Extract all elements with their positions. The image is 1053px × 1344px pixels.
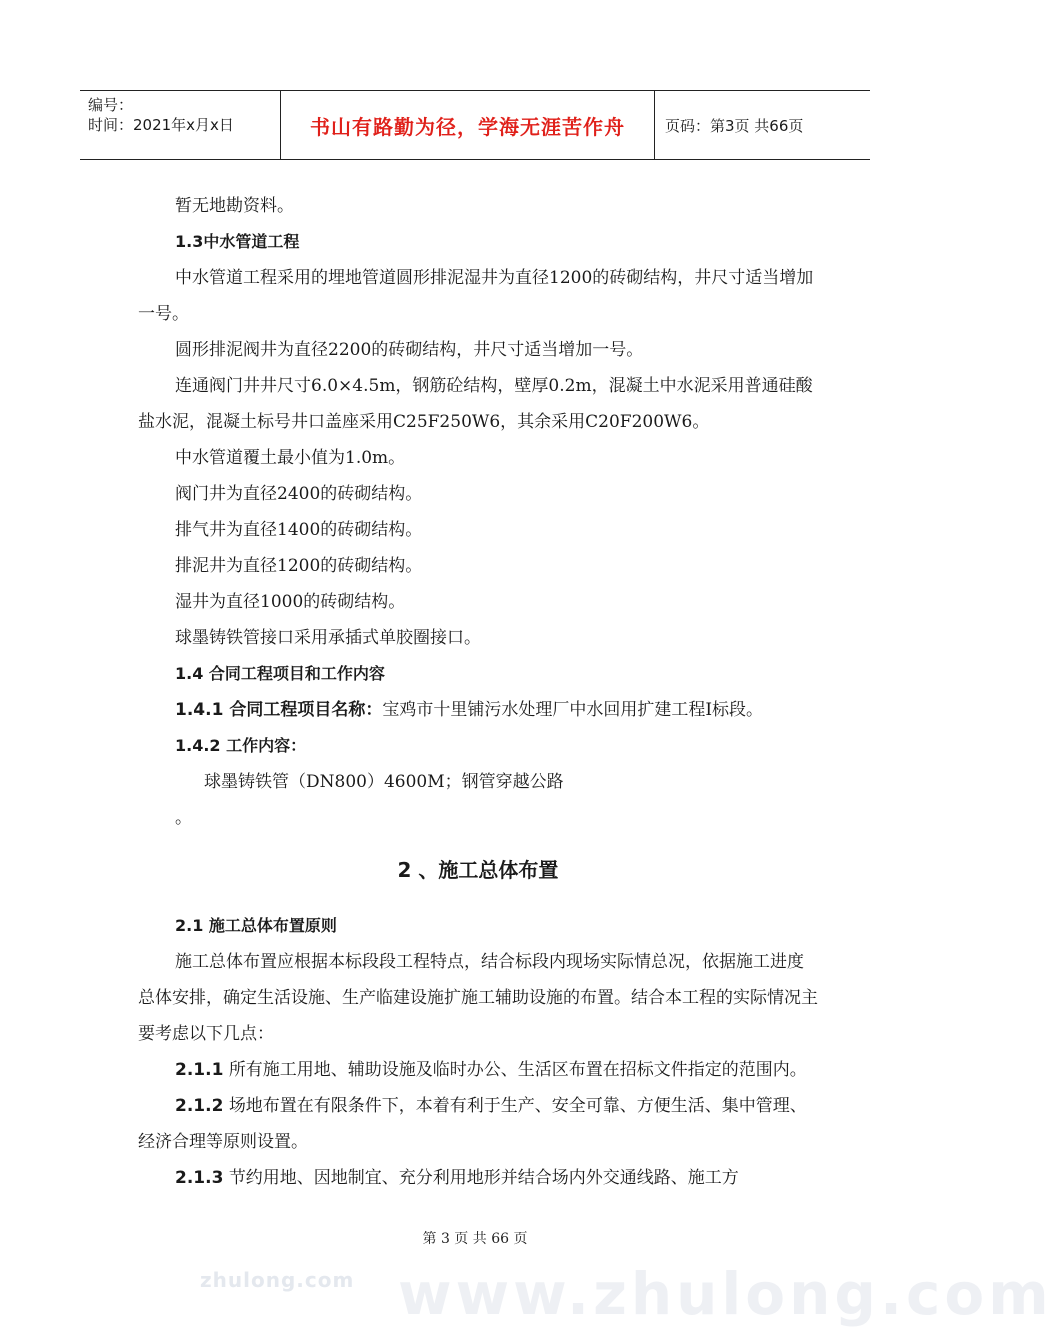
- paragraph: 暂无地勘资料。: [175, 196, 294, 216]
- paragraph: 中水管道覆土最小值为1.0m。: [175, 448, 406, 468]
- paragraph: 连通阀门井井尺寸6.0×4.5m，钢筋砼结构，壁厚0.2m，混凝土中水泥采用普通硅酸盐水泥，混凝土标号井口盖座采用C25F250W6，其余采用C20F200W6。: [138, 376, 813, 432]
- heading-2-1: 2.1 施工总体布置原则: [175, 916, 337, 935]
- paragraph: 阀门井为直径2400的砖砌结构。: [175, 484, 423, 504]
- item-2-1-2: [138, 1088, 818, 1160]
- paragraph: 球墨铸铁管接口采用承插式单胶圈接口。: [175, 628, 481, 648]
- paragraph: 排泥井为直径1200的砖砌结构。: [175, 556, 423, 576]
- item-2-1-1: [138, 1052, 818, 1088]
- item-2-1-3: [138, 1160, 818, 1196]
- paragraph: 圆形排泥阀井为直径2200的砖砌结构，井尺寸适当增加一号。: [175, 340, 644, 360]
- document-body: [138, 188, 818, 1196]
- paragraph: 中水管道工程采用的埋地管道圆形排泥湿井为直径1200的砖砌结构，井尺寸适当增加一号。: [138, 268, 814, 324]
- watermark-small: zhulong.com: [200, 1268, 355, 1292]
- item-1-4-1-text: 宝鸡市十里铺污水处理厂中水回用扩建工程Ⅰ标段。: [382, 700, 764, 720]
- document-header: [80, 90, 870, 160]
- item-2-1-2-text: 场地布置在有限条件下，本着有利于生产、安全可靠、方便生活、集中管理、经济合理等原则设置。: [138, 1096, 807, 1152]
- watermark-large: www.zhulong.com: [398, 1260, 1053, 1328]
- paragraph: 施工总体布置应根据本标段段工程特点，结合标段内现场实际情总况，依据施工进度总体安排，确定生活设施、生产临建设施扩施工辅助设施的布置。结合本工程的实际情况主要考虑以下几点：: [138, 952, 818, 1044]
- item-2-1-1-label: 2.1.1: [175, 1060, 224, 1080]
- item-1-4-1: [138, 692, 818, 728]
- paragraph: 。: [175, 808, 192, 828]
- serial-label: 编号：: [88, 96, 134, 114]
- heading-1-4: 1.4 合同工程项目和工作内容: [175, 664, 385, 683]
- item-1-4-1-label: 1.4.1 合同工程项目名称：: [175, 700, 383, 720]
- heading-1-4-2: 1.4.2 工作内容：: [175, 736, 307, 755]
- paragraph: 湿井为直径1000的砖砌结构。: [175, 592, 406, 612]
- item-2-1-3-label: 2.1.3: [175, 1168, 224, 1188]
- time-label: 时间：2021年x月x日: [88, 116, 234, 134]
- heading-1-3: 1.3中水管道工程: [175, 232, 300, 251]
- paragraph: 球墨铸铁管（DN800）4600M；钢管穿越公路: [204, 772, 564, 792]
- header-motto: 书山有路勤为径，学海无涯苦作舟: [281, 91, 655, 159]
- header-page-info: 页码：第3页 共66页: [665, 116, 804, 135]
- paragraph: 排气井为直径1400的砖砌结构。: [175, 520, 423, 540]
- item-2-1-1-text: 所有施工用地、辅助设施及临时办公、生活区布置在招标文件指定的范围内。: [228, 1060, 807, 1080]
- item-2-1-2-label: 2.1.2: [175, 1096, 224, 1116]
- page-footer: 第 3 页 共 66 页: [422, 1231, 528, 1247]
- section-title-2: 2 、施工总体布置: [397, 858, 559, 882]
- item-2-1-3-text: 节约用地、因地制宜、充分利用地形并结合场内外交通线路、施工方: [228, 1168, 739, 1188]
- header-meta: [80, 91, 281, 159]
